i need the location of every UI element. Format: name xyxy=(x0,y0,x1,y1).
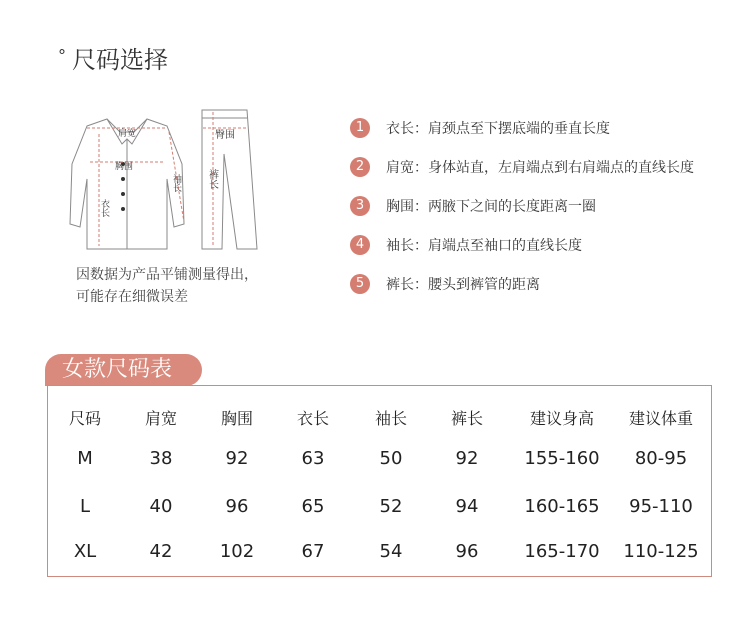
table-cell: 63 xyxy=(301,448,325,469)
table-cell: XL xyxy=(73,541,97,562)
number-badge: 1 xyxy=(350,118,370,138)
definition-item xyxy=(350,225,694,264)
label-jacket-length: 衣长 xyxy=(99,199,109,217)
number-badge: 3 xyxy=(350,196,370,216)
table-cell: 52 xyxy=(379,496,403,517)
table-cell: 96 xyxy=(455,541,479,562)
measurement-note xyxy=(76,264,258,308)
definition-item xyxy=(350,264,694,303)
definition-text: 裤长：腰头到裤管的距离 xyxy=(386,276,540,293)
header-cell: 尺码 xyxy=(68,409,102,428)
table-cell: 94 xyxy=(455,496,479,517)
header-cell: 袖长 xyxy=(374,409,408,428)
definition-item xyxy=(350,108,694,147)
table-cell: 80-95 xyxy=(634,448,688,469)
number-badge: 4 xyxy=(350,235,370,255)
label-shoulder: 肩宽 xyxy=(117,129,137,139)
pants-labels xyxy=(207,129,236,190)
label-chest: 胸围 xyxy=(114,162,134,172)
table-cell: 42 xyxy=(149,541,173,562)
header-cell: 建议体重 xyxy=(628,409,694,428)
label-pants-length: 裤长 xyxy=(206,169,218,189)
table-cell: M xyxy=(77,448,93,469)
section-header xyxy=(58,46,168,74)
table-cell: 40 xyxy=(149,496,173,517)
table-cell: 92 xyxy=(225,448,249,469)
note-line: 因数据为产品平铺测量得出， xyxy=(76,267,258,283)
table-cell: L xyxy=(79,496,91,517)
header-cell: 衣长 xyxy=(296,409,330,428)
header-cell: 建议身高 xyxy=(529,409,595,428)
table-cell: 160-165 xyxy=(524,496,600,517)
table-cell: 102 xyxy=(219,541,255,562)
table-cell: 96 xyxy=(225,496,249,517)
jacket-measure-lines xyxy=(87,128,184,246)
measurement-definitions xyxy=(350,108,694,303)
table-cell: 67 xyxy=(301,541,325,562)
table-cell: 50 xyxy=(379,448,403,469)
definition-item xyxy=(350,147,694,186)
table-cell: 165-170 xyxy=(524,541,600,562)
definition-text: 胸围：两腋下之间的长度距离一圈 xyxy=(386,198,596,215)
label-hip: 臀围 xyxy=(215,130,235,141)
bullet-dot-icon: ° xyxy=(58,46,66,65)
header-cell: 胸围 xyxy=(220,409,254,428)
table-cell: 38 xyxy=(149,448,173,469)
table-cell: 95-110 xyxy=(629,496,693,517)
jacket-labels xyxy=(99,127,182,218)
size-table xyxy=(47,385,712,577)
number-badge: 5 xyxy=(350,274,370,294)
table-cell: 54 xyxy=(379,541,403,562)
table-cell: 155-160 xyxy=(524,448,600,469)
label-sleeve: 袖长 xyxy=(171,174,181,192)
section-title: 尺码选择 xyxy=(72,46,168,74)
number-badge: 2 xyxy=(350,157,370,177)
header-cell: 裤长 xyxy=(450,409,484,428)
header-cell: 肩宽 xyxy=(144,409,178,428)
definition-text: 肩宽：身体站直，左肩端点到右肩端点的直线长度 xyxy=(386,159,694,176)
table-cell: 65 xyxy=(301,496,325,517)
definition-text: 袖长：肩端点至袖口的直线长度 xyxy=(386,237,582,254)
size-table-label: 女款尺码表 xyxy=(45,354,202,386)
note-line: 可能存在细微误差 xyxy=(76,289,188,305)
table-cell: 92 xyxy=(455,448,479,469)
definition-text: 衣长：肩颈点至下摆底端的垂直长度 xyxy=(386,120,610,137)
table-cell: 110-125 xyxy=(623,541,699,562)
garment-measurement-diagram xyxy=(62,104,267,264)
definition-item xyxy=(350,186,694,225)
